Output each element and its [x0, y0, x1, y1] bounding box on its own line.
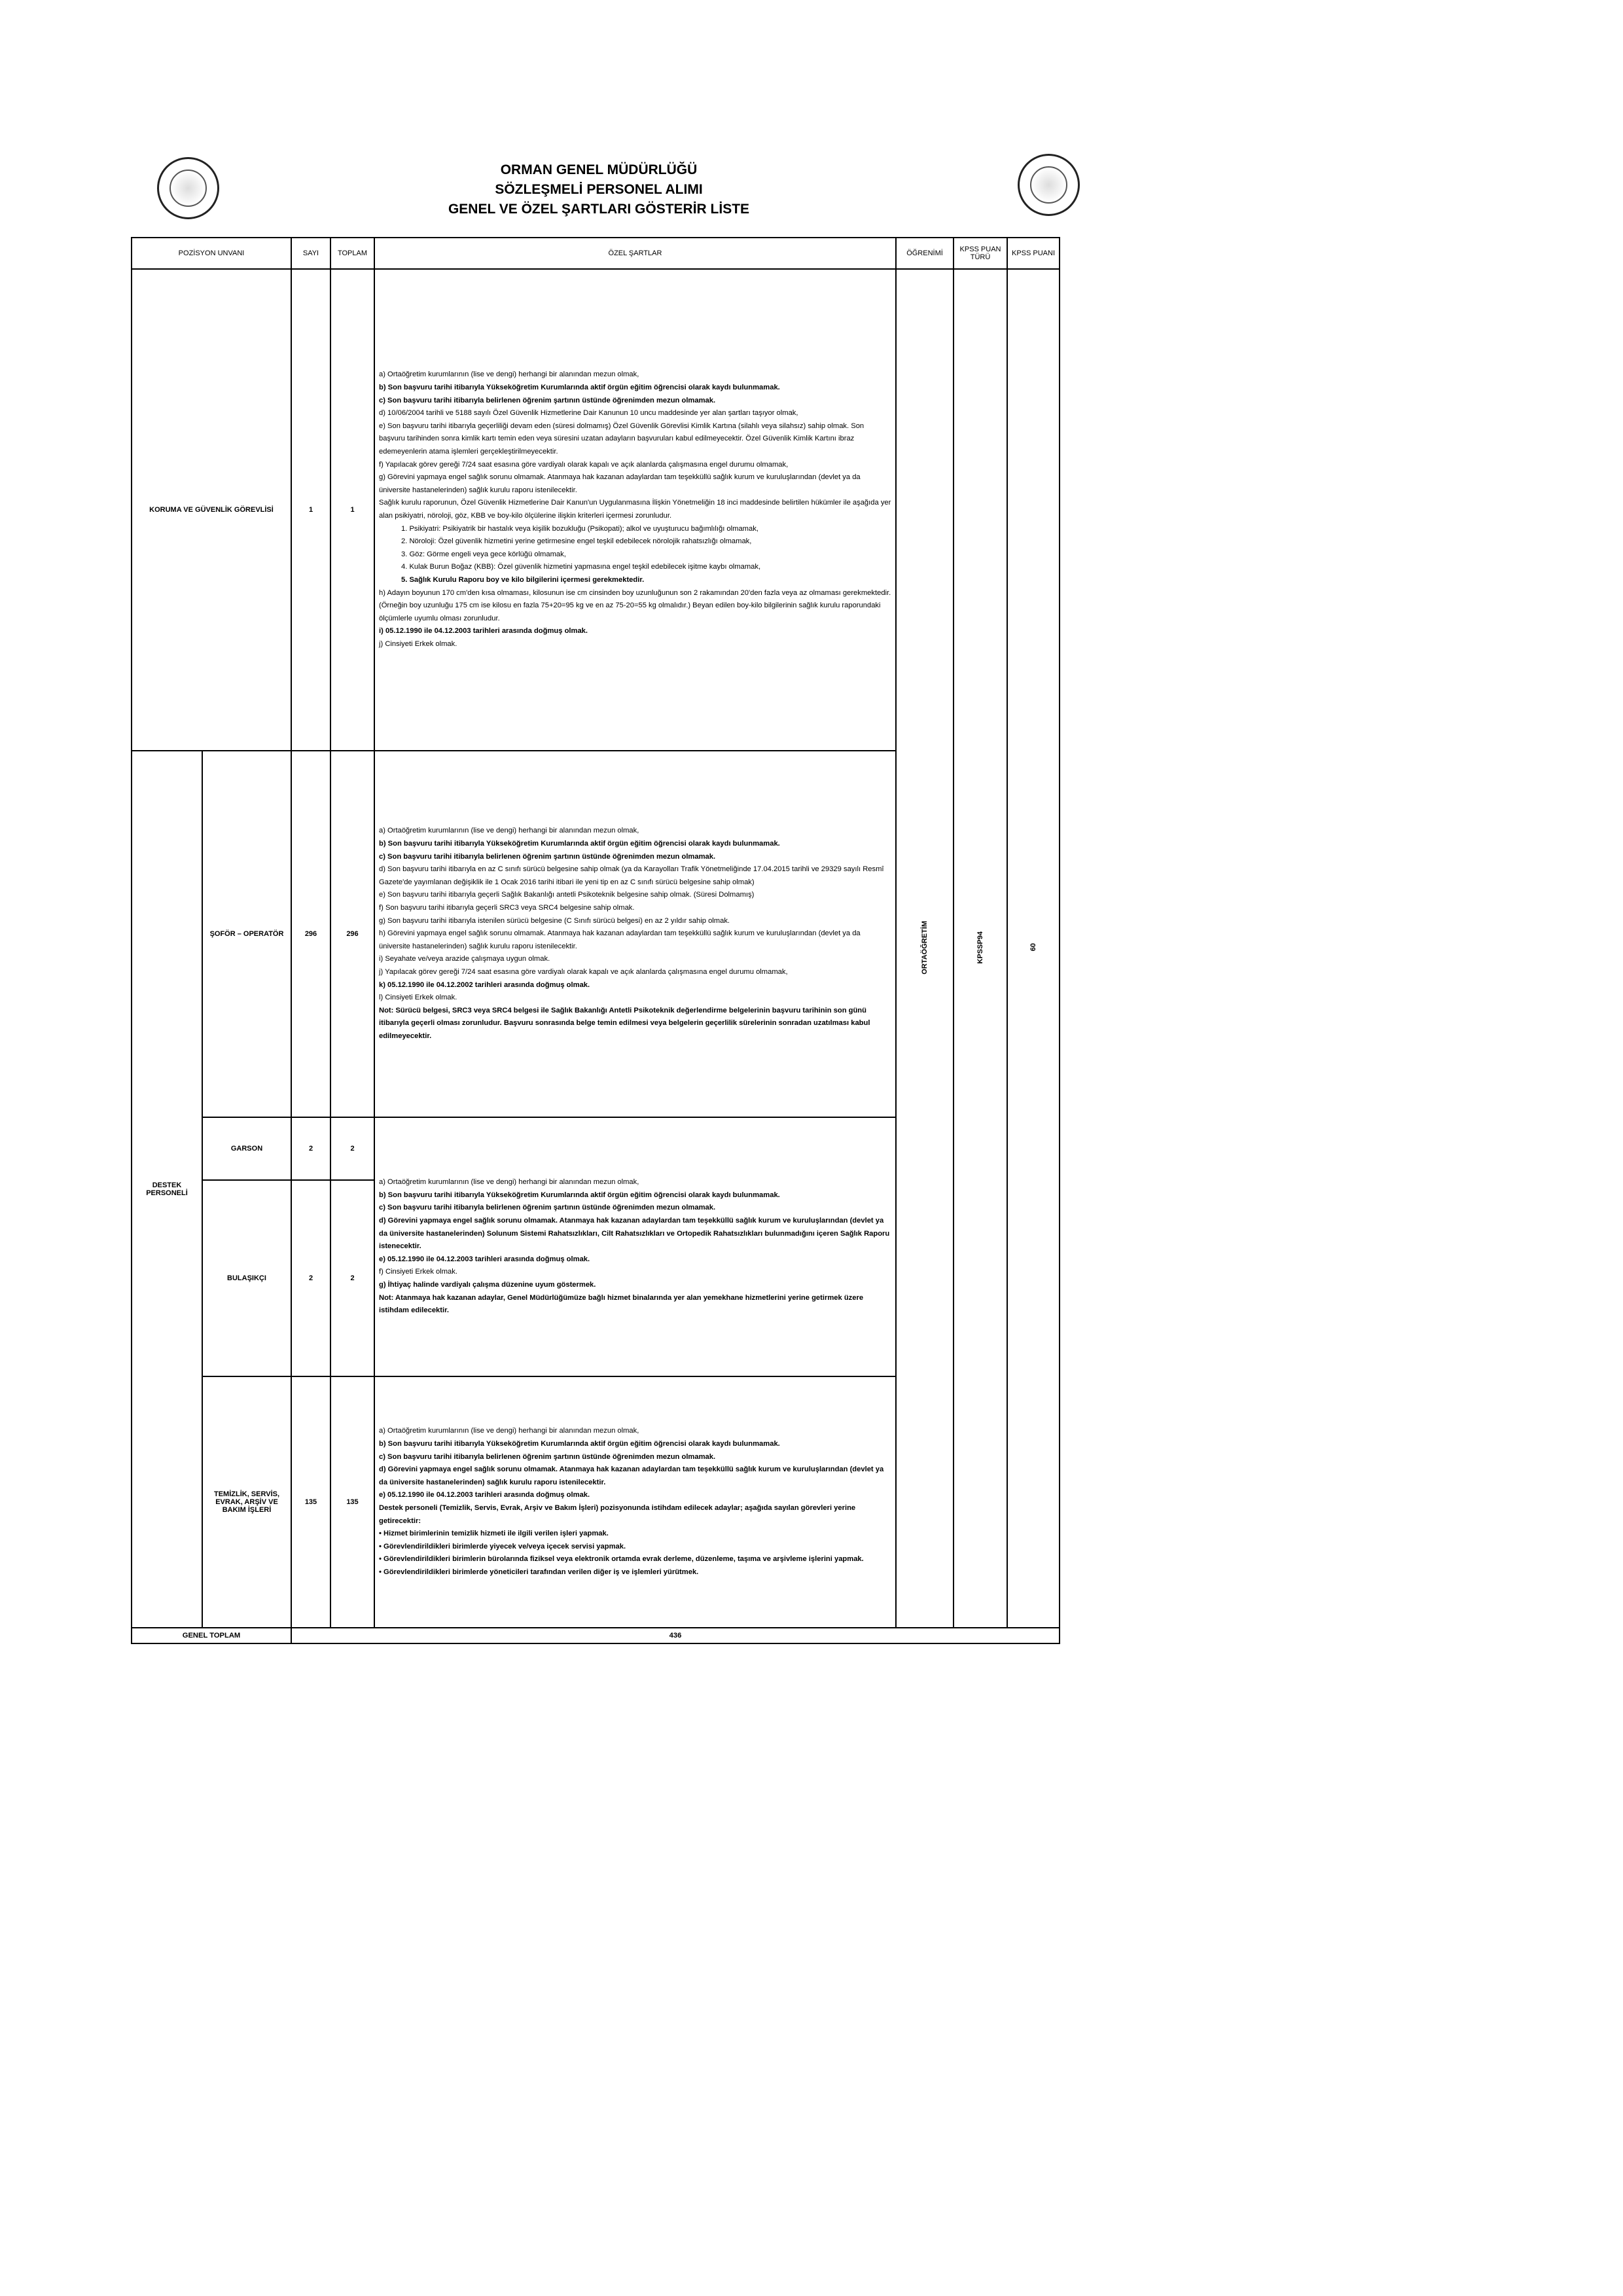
- positions-table: [131, 237, 1060, 1644]
- kpss-turu-cell: [954, 269, 1007, 1628]
- ozel-sartlar-sofor: [374, 751, 896, 1117]
- pozisyon-sofor: ŞOFÖR – OPERATÖR: [202, 751, 291, 1117]
- cond-line: d) Görevini yapmaya engel sağlık sorunu olmamak. Atanmaya hak kazanan adaylardan tam teşekküllü sağlık kurum ve kuruluşlarından (devlet ya da üniversite hastanelerinden) Solunum Sistemi Rahatsızlıkları, Cilt Rahatsızlıkları ve Ortopedik Rahatsızlıkları bulunmadığını içeren Sağlık Raporu istenecektir.: [379, 1217, 890, 1251]
- toplam-koruma: 1: [330, 269, 374, 751]
- cond-line: f) Son başvuru tarihi itibarıyla geçerli SRC3 veya SRC4 belgesine sahip olmak.: [379, 904, 635, 912]
- pozisyon-bulasikci: BULAŞIKÇI: [202, 1180, 291, 1376]
- cond-line: Sağlık kurulu raporunun, Özel Güvenlik Hizmetlerine Dair Kanun'un Uygulanmasına İlişkin Yönetmeliğin 18 inci maddesinde belirtilen hükümler ile aşağıda yer alan psikiyatri, nöroloji, göz, KBB ve boy-kilo ölçülerine ilişkin kriterleri içermesi zorunludur.: [379, 499, 891, 520]
- kpss-puani-cell: [1007, 269, 1060, 1628]
- pozisyon-garson: GARSON: [202, 1117, 291, 1180]
- col-ogrenim: ÖĞRENİMİ: [896, 238, 954, 269]
- cond-line: Not: Atanmaya hak kazanan adaylar, Genel Müdürlüğümüze bağlı hizmet binalarında yer alan yemekhane hizmetlerini yerine getirmek üzere istihdam edilecektir.: [379, 1293, 864, 1315]
- cond-line: c) Son başvuru tarihi itibarıyla belirlenen öğrenim şartının üstünde öğrenimden mezun olmamak.: [379, 1204, 716, 1212]
- cond-line: Not: Sürücü belgesi, SRC3 veya SRC4 belgesi ile Sağlık Bakanlığı Antetli Psikoteknik değerlendirme belgelerinin başvuru tarihinin son günü itibarıyla geçerli olması zorunludur. Başvuru sonrasında belge temin edilmesi veya belgelerin geçerlilik sürelerinin sonradan uzatılması kabul edilmeyecektir.: [379, 1006, 870, 1040]
- ogrenim-cell: [896, 269, 954, 1628]
- cond-line: h) Adayın boyunun 170 cm'den kısa olmaması, kilosunun ise cm cinsinden boy uzunluğunun son 2 rakamından 20'den fazla veya az olmaması gerekmektedir. (Örneğin boy uzunluğu 175 cm ise kilosu en fazla 75+20=95 kg ve en az 75-20=55 kg olmalıdır.) Beyan edilen boy-kilo bilgilerinin sağlık kurulu raporundaki ölçümlerle uyumlu olması zorunludur.: [379, 588, 891, 622]
- cond-line: b) Son başvuru tarihi itibarıyla Yükseköğretim Kurumlarında aktif örgün eğitim öğrencisi olarak kaydı bulunmamak.: [379, 1191, 780, 1199]
- cond-line: • Görevlendirildikleri birimlerde yiyecek ve/veya içecek servisi yapmak.: [379, 1542, 626, 1551]
- cond-line: d) 10/06/2004 tarihli ve 5188 sayılı Özel Güvenlik Hizmetlerine Dair Kanunun 10 uncu maddesinde yer alan şartları taşıyor olmak,: [379, 409, 798, 418]
- cond-line: d) Son başvuru tarihi itibarıyla en az C sınıfı sürücü belgesine sahip olmak (ya da Karayolları Trafik Yönetmeliğinde 17.04.2015 tarihli ve 29329 sayılı Resmî Gazete'de yayımlanan değişiklik ile 1 Ocak 2016 tarihi itibari ile yeni tip en az C sınıfı sürücü belgesine sahip olmak): [379, 865, 884, 886]
- title-line-3: GENEL VE ÖZEL ŞARTLARI GÖSTERİR LİSTE: [448, 202, 750, 217]
- cond-line: g) Görevini yapmaya engel sağlık sorunu olmamak. Atanmaya hak kazanan adaylardan tam teşekküllü sağlık kurum ve kuruluşlarından (devlet ya da üniversite hastanelerinden) sağlık kurulu raporu istenilecektir.: [379, 473, 861, 494]
- pozisyon-temizlik: TEMİZLİK, SERVİS, EVRAK, ARŞİV VE BAKIM İŞLERİ: [202, 1376, 291, 1628]
- col-pozisyon: POZİSYON UNVANI: [132, 238, 291, 269]
- title-line-1: ORMAN GENEL MÜDÜRLÜĞÜ: [500, 162, 698, 177]
- cond-line: f) Cinsiyeti Erkek olmak.: [379, 1268, 457, 1276]
- group-destek-personeli: DESTEK PERSONELİ: [132, 751, 202, 1628]
- cond-line: l) Cinsiyeti Erkek olmak.: [379, 994, 457, 1002]
- ozel-sartlar-garson-bulasikci: [374, 1117, 896, 1376]
- cond-line: c) Son başvuru tarihi itibarıyla belirlenen öğrenim şartının üstünde öğrenimden mezun olmamak.: [379, 852, 716, 861]
- cond-line: e) Son başvuru tarihi itibarıyla geçerliliği devam eden (süresi dolmamış) Özel Güvenlik Görevlisi Kimlik Kartına (silahlı veya silahsız) sahip olmak. Son başvuru tarihinden sonra kimlik kartı temin eden veya süresini uzatan adayların başvuruları kabul edilmeyecektir. Özel Güvenlik Kimlik Kartını ibraz edemeyenlerin atama işlemleri gerçekleştirilmeyecektir.: [379, 422, 865, 456]
- cond-line: d) Görevini yapmaya engel sağlık sorunu olmamak. Atanmaya hak kazanan adaylardan tam teşekküllü sağlık kurum ve kuruluşlarından (devlet ya da üniversite hastanelerinden) sağlık kurulu raporu istenilecektir.: [379, 1465, 884, 1486]
- toplam-garson: 2: [330, 1117, 374, 1180]
- cond-line: g) Son başvuru tarihi itibarıyla istenilen sürücü belgesine (C Sınıfı sürücü belgesi) en az 2 yıldır sahip olmak.: [379, 916, 730, 925]
- toplam-bulasikci: 2: [330, 1180, 374, 1376]
- toplam-temizlik: 135: [330, 1376, 374, 1628]
- title-line-2: SÖZLEŞMELİ PERSONEL ALIMI: [495, 182, 703, 197]
- pozisyon-koruma: KORUMA VE GÜVENLİK GÖREVLİSİ: [132, 269, 291, 751]
- cond-line: a) Ortaöğretim kurumlarının (lise ve dengi) herhangi bir alanından mezun olmak,: [379, 827, 639, 835]
- cond-line: k) 05.12.1990 ile 04.12.2002 tarihleri arasında doğmuş olmak.: [379, 980, 590, 989]
- cond-line: i) Seyahate ve/veya arazide çalışmaya uygun olmak.: [379, 955, 550, 963]
- table-row-total: [132, 1628, 1060, 1643]
- col-kpss-turu: KPSS PUAN TÜRÜ: [954, 238, 1007, 269]
- cond-line: a) Ortaöğretim kurumlarının (lise ve dengi) herhangi bir alanından mezun olmak,: [379, 1178, 639, 1187]
- col-ozel: ÖZEL ŞARTLAR: [374, 238, 896, 269]
- cond-line: 1. Psikiyatri: Psikiyatrik bir hastalık veya kişilik bozukluğu (Psikopati); alkol ve uyuşturucu bağımlılığı olmamak,: [401, 524, 758, 533]
- sayi-garson: 2: [291, 1117, 330, 1180]
- table-row-koruma: [132, 269, 1060, 751]
- total-value: 436: [291, 1628, 1060, 1643]
- sayi-sofor: 296: [291, 751, 330, 1117]
- total-label: GENEL TOPLAM: [132, 1628, 291, 1643]
- ogrenim-value: ORTAÖĞRETİM: [921, 920, 929, 975]
- table-header-row: [132, 238, 1060, 269]
- cond-line: g) İhtiyaç halinde vardiyalı çalışma düzenine uyum göstermek.: [379, 1280, 596, 1289]
- cond-line: j) Yapılacak görev gereği 7/24 saat esasına göre vardiyalı olarak kapalı ve açık alanlarda çalışmasına engel durumu olmamak,: [379, 967, 788, 976]
- cond-line: 3. Göz: Görme engeli veya gece körlüğü olmamak,: [401, 550, 566, 558]
- cond-line: 2. Nöroloji: Özel güvenlik hizmetini yerine getirmesine engel teşkil edebilecek nörolojik rahatsızlığı olmamak,: [401, 537, 752, 546]
- ozel-sartlar-temizlik: [374, 1376, 896, 1628]
- sayi-bulasikci: 2: [291, 1180, 330, 1376]
- cond-line: j) Cinsiyeti Erkek olmak.: [379, 639, 457, 648]
- cond-line: Destek personeli (Temizlik, Servis, Evrak, Arşiv ve Bakım İşleri) pozisyonunda istihdam edilecek adaylar; aşağıda sayılan görevleri yerine getirecektir:: [379, 1504, 856, 1525]
- cond-line: b) Son başvuru tarihi itibarıyla Yükseköğretim Kurumlarında aktif örgün eğitim öğrencisi olarak kaydı bulunmamak.: [379, 840, 780, 848]
- sayi-temizlik: 135: [291, 1376, 330, 1628]
- ozel-sartlar-koruma: [374, 269, 896, 751]
- cond-line: • Görevlendirildikleri birimlerde yöneticileri tarafından verilen diğer iş ve işlemleri yürütmek.: [379, 1568, 699, 1576]
- cond-line: a) Ortaöğretim kurumlarının (lise ve dengi) herhangi bir alanından mezun olmak,: [379, 1427, 639, 1435]
- cond-line: • Hizmet birimlerinin temizlik hizmeti ile ilgili verilen işleri yapmak.: [379, 1530, 609, 1538]
- cond-line: i) 05.12.1990 ile 04.12.2003 tarihleri arasında doğmuş olmak.: [379, 627, 588, 636]
- cond-line: 5. Sağlık Kurulu Raporu boy ve kilo bilgilerini içermesi gerekmektedir.: [401, 575, 645, 584]
- cond-line: e) 05.12.1990 ile 04.12.2003 tarihleri arasında doğmuş olmak.: [379, 1255, 590, 1263]
- cond-line: e) Son başvuru tarihi itibarıyla geçerli Sağlık Bakanlığı antetli Psikoteknik belgesine sahip olmak. (Süresi Dolmamış): [379, 891, 755, 899]
- col-toplam: TOPLAM: [330, 238, 374, 269]
- kpss-puani-value: 60: [1029, 943, 1037, 952]
- col-kpss-puani: KPSS PUANI: [1007, 238, 1060, 269]
- cond-line: c) Son başvuru tarihi itibarıyla belirlenen öğrenim şartının üstünde öğrenimden mezun olmamak.: [379, 1452, 716, 1461]
- cond-line: a) Ortaöğretim kurumlarının (lise ve dengi) herhangi bir alanından mezun olmak,: [379, 370, 639, 379]
- col-sayi: SAYI: [291, 238, 330, 269]
- cond-line: 4. Kulak Burun Boğaz (KBB): Özel güvenlik hizmetini yapmasına engel teşkil edebilecek işitme kaybı olmamak,: [401, 563, 761, 571]
- cond-line: e) 05.12.1990 ile 04.12.2003 tarihleri arasında doğmuş olmak.: [379, 1491, 590, 1499]
- cond-line: c) Son başvuru tarihi itibarıyla belirlenen öğrenim şartının üstünde öğrenimden mezun olmamak.: [379, 396, 716, 404]
- sayi-koruma: 1: [291, 269, 330, 751]
- cond-line: h) Görevini yapmaya engel sağlık sorunu olmamak. Atanmaya hak kazanan adaylardan tam teşekküllü sağlık kurum ve kuruluşlarından (devlet ya da üniversite hastanelerinden) sağlık kurulu raporu istenilecektir.: [379, 929, 861, 950]
- cond-line: f) Yapılacak görev gereği 7/24 saat esasına göre vardiyalı olarak kapalı ve açık alanlarda çalışmasına engel durumu olmamak,: [379, 460, 789, 469]
- cond-line: b) Son başvuru tarihi itibarıyla Yükseköğretim Kurumlarında aktif örgün eğitim öğrencisi olarak kaydı bulunmamak.: [379, 1440, 780, 1448]
- cond-line: • Görevlendirildikleri birimlerin bürolarında fiziksel veya elektronik ortamda evrak derleme, düzenleme, taşıma ve arşivleme işlerini yapmak.: [379, 1555, 864, 1564]
- cond-line: b) Son başvuru tarihi itibarıyla Yükseköğretim Kurumlarında aktif örgün eğitim öğrencisi olarak kaydı bulunmamak.: [379, 384, 780, 392]
- toplam-sofor: 296: [330, 751, 374, 1117]
- document-title: [0, 160, 1198, 219]
- kpss-turu-value: KPSSP94: [976, 931, 984, 964]
